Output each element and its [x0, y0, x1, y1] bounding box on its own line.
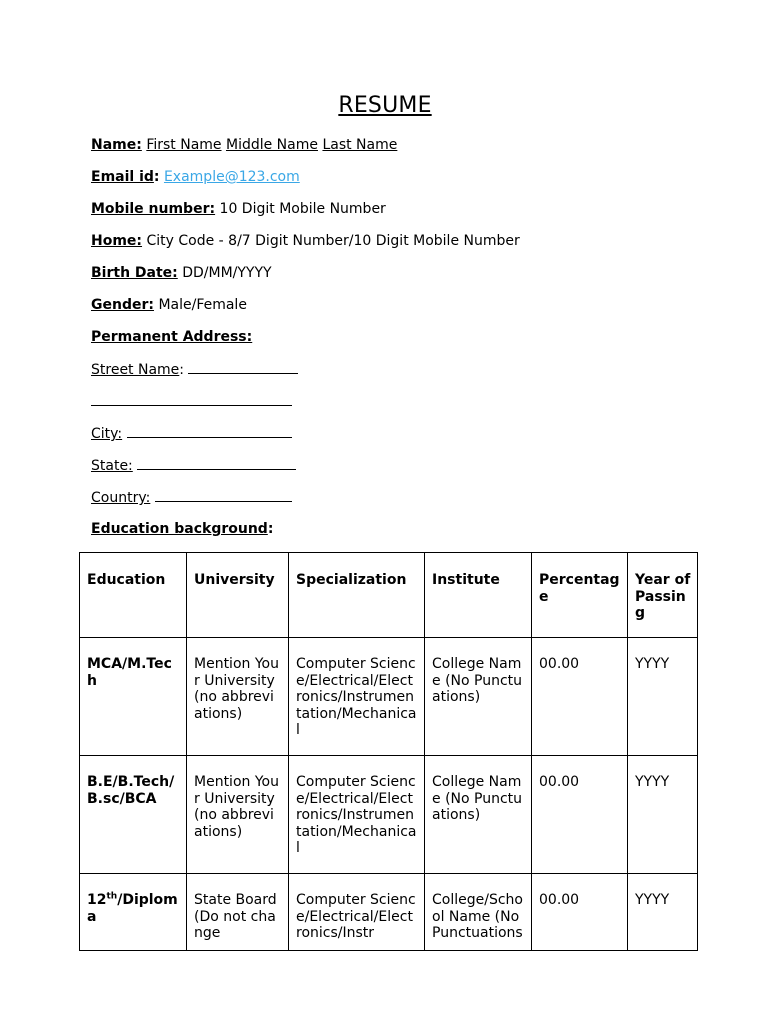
- education-heading-label: Education background: [91, 521, 268, 537]
- header-institute: Institute: [425, 553, 532, 638]
- cell-university: State Board(Do not change: [187, 874, 289, 951]
- state-blank[interactable]: [137, 457, 296, 470]
- address-heading: [91, 329, 252, 346]
- cell-education: [80, 874, 187, 951]
- cell-institute: College/School Name (No Punctuations: [425, 874, 532, 951]
- cell-education: B.E/B.Tech/B.sc/BCA: [80, 756, 187, 874]
- table-row: [80, 638, 698, 756]
- cell-specialization: Computer Science/Electrical/Electronics/Instrumentation/Mechanical: [289, 638, 425, 756]
- address-label: Permanent Address:: [91, 329, 253, 345]
- header-year: Year of Passing: [628, 553, 698, 638]
- education-superscript: th: [106, 891, 118, 902]
- country-line: [91, 489, 292, 507]
- birth-value: DD/MM/YYYY: [182, 265, 272, 281]
- cell-university: Mention Your University(no abbreviations): [187, 756, 289, 874]
- cell-institute: College Name (No Punctuations): [425, 756, 532, 874]
- cell-specialization: Computer Science/Electrical/Electronics/Instrumentation/Mechanical: [289, 756, 425, 874]
- mobile-line: [91, 201, 386, 218]
- state-line: [91, 457, 296, 475]
- birth-line: [91, 265, 272, 282]
- table-header-row: [80, 553, 698, 638]
- street-colon: :: [179, 362, 185, 378]
- home-value: City Code - 8/7 Digit Number/10 Digit Mobile Number: [146, 233, 520, 249]
- street-blank-2[interactable]: [91, 393, 292, 406]
- cell-percentage: 00.00: [532, 756, 628, 874]
- header-percentage: Percentage: [532, 553, 628, 638]
- birth-label: Birth Date:: [91, 265, 178, 281]
- mobile-label: Mobile number:: [91, 201, 216, 217]
- city-label: City:: [91, 426, 123, 442]
- cell-year: YYYY: [628, 756, 698, 874]
- education-table: [79, 552, 698, 951]
- name-line: [91, 137, 397, 154]
- email-colon: :: [153, 169, 160, 185]
- page-title: RESUME: [338, 93, 432, 118]
- middle-name: Middle Name: [225, 137, 318, 153]
- table-row: [80, 756, 698, 874]
- cell-year: YYYY: [628, 638, 698, 756]
- city-line: [91, 425, 292, 443]
- education-prefix: 12: [87, 892, 107, 908]
- education-suffix: /Diploma: [87, 892, 178, 925]
- cell-year: YYYY: [628, 874, 698, 951]
- gender-value: Male/Female: [158, 297, 247, 313]
- cell-specialization: Computer Science/Electrical/Electronics/Instr: [289, 874, 425, 951]
- cell-percentage: 00.00: [532, 874, 628, 951]
- street-label: Street Name: [91, 362, 180, 378]
- country-blank[interactable]: [155, 489, 292, 502]
- name-label: Name:: [91, 137, 142, 153]
- first-name: First Name: [146, 137, 222, 153]
- cell-education: MCA/M.Tech: [80, 638, 187, 756]
- gender-line: [91, 297, 247, 314]
- mobile-value: 10 Digit Mobile Number: [219, 201, 386, 217]
- email-label: Email id: [91, 169, 154, 185]
- header-education: Education: [80, 553, 187, 638]
- last-name: Last Name: [322, 137, 398, 153]
- home-label: Home:: [91, 233, 143, 249]
- cell-institute: College Name (No Punctuations): [425, 638, 532, 756]
- header-specialization: Specialization: [289, 553, 425, 638]
- education-heading-colon: :: [267, 521, 274, 537]
- home-line: [91, 233, 520, 250]
- cell-university: Mention Your University(no abbreviations): [187, 638, 289, 756]
- education-heading: [91, 521, 273, 538]
- email-link[interactable]: Example@123.com: [163, 169, 300, 185]
- cell-percentage: 00.00: [532, 638, 628, 756]
- street-line-2: [91, 393, 292, 411]
- gender-label: Gender:: [91, 297, 154, 313]
- header-university: University: [187, 553, 289, 638]
- state-label: State:: [91, 458, 133, 474]
- street-blank[interactable]: [188, 361, 298, 374]
- street-line: [91, 361, 298, 379]
- table-row: [80, 874, 698, 951]
- email-line: [91, 169, 300, 186]
- city-blank[interactable]: [127, 425, 292, 438]
- country-label: Country:: [91, 490, 151, 506]
